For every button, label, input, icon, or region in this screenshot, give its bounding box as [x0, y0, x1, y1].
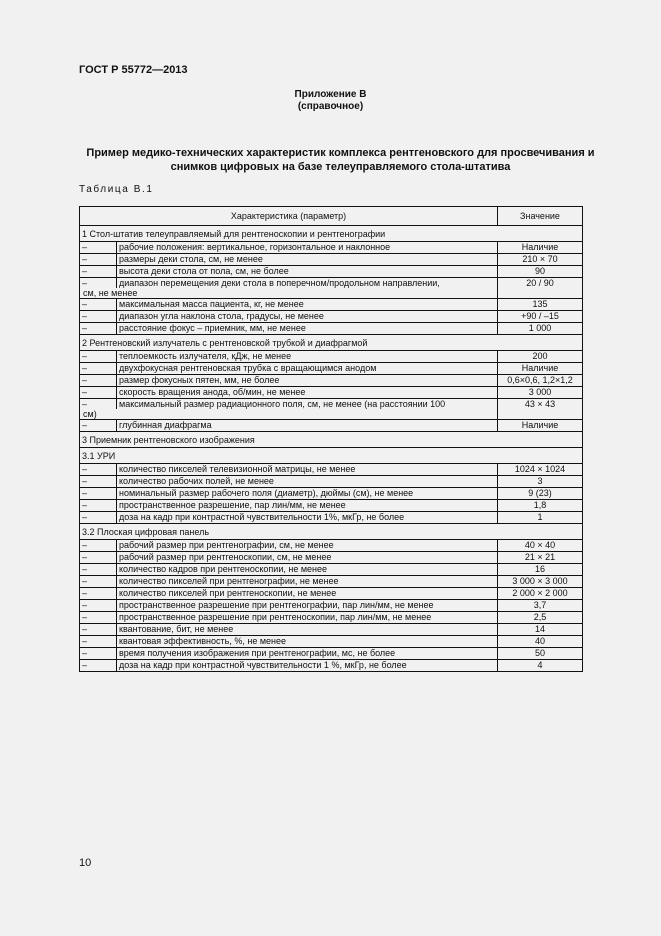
- row-value: 200: [498, 351, 583, 363]
- row-value: Наличие: [498, 242, 583, 254]
- row-param: доза на кадр при контрастной чувствительности 1%, мкГр, не более: [117, 512, 498, 524]
- table-row: [80, 464, 583, 476]
- section-heading: 1 Стол-штатив телеуправляемый для рентгеноскопии и рентгенографии: [80, 226, 583, 242]
- table-row: [80, 552, 583, 564]
- table-row: [80, 488, 583, 500]
- row-value: 135: [498, 299, 583, 311]
- table-row: [80, 540, 583, 552]
- table-body: [80, 226, 583, 672]
- table-row: [80, 387, 583, 399]
- row-dash: –: [80, 600, 117, 612]
- table-header-row: [80, 207, 583, 226]
- document-title: [60, 146, 621, 174]
- row-dash: –: [80, 254, 117, 266]
- row-param: размер фокусных пятен, мм, не более: [117, 375, 498, 387]
- row-param: квантовая эффективность, %, не менее: [117, 636, 498, 648]
- title-line-2: снимков цифровых на базе телеуправляемого стола-штатива: [170, 161, 511, 173]
- row-value: 16: [498, 564, 583, 576]
- row-param: рабочий размер при рентгеноскопии, см, не менее: [117, 552, 498, 564]
- document-id: ГОСТ Р 55772—2013: [79, 64, 188, 76]
- row-dash: –: [80, 488, 117, 500]
- row-param: количество кадров при рентгеноскопии, не менее: [117, 564, 498, 576]
- table-section-row: [80, 335, 583, 351]
- table-row: [80, 254, 583, 266]
- row-param: размеры деки стола, см, не менее: [117, 254, 498, 266]
- row-value: 9 (23): [498, 488, 583, 500]
- row-dash: –: [80, 636, 117, 648]
- table-row: [80, 323, 583, 335]
- row-value: 4: [498, 660, 583, 672]
- row-dash: –: [80, 624, 117, 636]
- row-value: 0,6×0,6, 1,2×1,2: [498, 375, 583, 387]
- section-heading: 2 Рентгеновский излучатель с рентгеновской трубкой и диафрагмой: [80, 335, 583, 351]
- row-param: глубинная диафрагма: [117, 420, 498, 432]
- table-row: [80, 311, 583, 323]
- header-value: Значение: [498, 207, 583, 226]
- row-value: 1,8: [498, 500, 583, 512]
- row-dash: –: [80, 588, 117, 600]
- row-dash: –: [80, 242, 117, 254]
- table-row: [80, 363, 583, 375]
- row-value: 43 × 43: [498, 399, 583, 420]
- section-heading: 3.2 Плоская цифровая панель: [80, 524, 583, 540]
- table-row: [80, 278, 583, 289]
- row-param-continuation: см, не менее: [80, 288, 498, 299]
- table-row: [80, 588, 583, 600]
- table-row: [80, 500, 583, 512]
- table-row: [80, 624, 583, 636]
- row-dash: –: [80, 512, 117, 524]
- table-section-row: [80, 524, 583, 540]
- row-value: Наличие: [498, 420, 583, 432]
- row-dash: –: [80, 278, 117, 289]
- row-value: 3: [498, 476, 583, 488]
- table-row: [80, 399, 583, 410]
- table-caption: Таблица В.1: [79, 184, 154, 195]
- row-param: рабочий размер при рентгенографии, см, не менее: [117, 540, 498, 552]
- table-row: [80, 648, 583, 660]
- section-heading: 3.1 УРИ: [80, 448, 583, 464]
- row-dash: –: [80, 464, 117, 476]
- row-dash: –: [80, 387, 117, 399]
- table-row: [80, 564, 583, 576]
- table-row: [80, 242, 583, 254]
- row-value: 2 000 × 2 000: [498, 588, 583, 600]
- header-param: Характеристика (параметр): [80, 207, 498, 226]
- row-param: доза на кадр при контрастной чувствительности 1 %, мкГр, не более: [117, 660, 498, 672]
- row-param: пространственное разрешение при рентгенографии, пар лин/мм, не менее: [117, 600, 498, 612]
- row-dash: –: [80, 399, 117, 410]
- row-value: 3 000 × 3 000: [498, 576, 583, 588]
- row-param: пространственное разрешение, пар лин/мм, не менее: [117, 500, 498, 512]
- row-param: количество пикселей при рентгеноскопии, не менее: [117, 588, 498, 600]
- table-row: [80, 351, 583, 363]
- row-value: Наличие: [498, 363, 583, 375]
- table-row: [80, 266, 583, 278]
- row-dash: –: [80, 363, 117, 375]
- row-value: 1: [498, 512, 583, 524]
- row-dash: –: [80, 540, 117, 552]
- row-dash: –: [80, 299, 117, 311]
- row-value: 3 000: [498, 387, 583, 399]
- row-value: 40 × 40: [498, 540, 583, 552]
- row-param: двухфокусная рентгеновская трубка с вращающимся анодом: [117, 363, 498, 375]
- table-row: [80, 476, 583, 488]
- row-dash: –: [80, 552, 117, 564]
- appendix-title: Приложение В: [294, 89, 367, 100]
- row-value: 2,5: [498, 612, 583, 624]
- row-value: +90 / –15: [498, 311, 583, 323]
- row-param: количество пикселей телевизионной матрицы, не менее: [117, 464, 498, 476]
- row-value: 3,7: [498, 600, 583, 612]
- table-section-row: [80, 448, 583, 464]
- table-row: [80, 512, 583, 524]
- row-param: время получения изображения при рентгенографии, мс, не более: [117, 648, 498, 660]
- row-dash: –: [80, 476, 117, 488]
- row-param: пространственное разрешение при рентгеноскопии, пар лин/мм, не менее: [117, 612, 498, 624]
- row-param: номинальный размер рабочего поля (диаметр), дюймы (см), не менее: [117, 488, 498, 500]
- row-param: диапазон угла наклона стола, градусы, не менее: [117, 311, 498, 323]
- table-row: [80, 375, 583, 387]
- row-value: 50: [498, 648, 583, 660]
- row-dash: –: [80, 311, 117, 323]
- row-value: 90: [498, 266, 583, 278]
- table-row: [80, 299, 583, 311]
- row-param: максимальная масса пациента, кг, не менее: [117, 299, 498, 311]
- table-row: [80, 420, 583, 432]
- table-row: [80, 576, 583, 588]
- row-value: 20 / 90: [498, 278, 583, 299]
- row-param: скорость вращения анода, об/мин, не менее: [117, 387, 498, 399]
- row-dash: –: [80, 648, 117, 660]
- row-dash: –: [80, 564, 117, 576]
- row-param: высота деки стола от пола, см, не более: [117, 266, 498, 278]
- title-line-1: Пример медико-технических характеристик комплекса рентгеновского для просвечивания и: [86, 147, 595, 159]
- row-value: 1 000: [498, 323, 583, 335]
- row-value: 210 × 70: [498, 254, 583, 266]
- row-dash: –: [80, 266, 117, 278]
- table-row: [80, 612, 583, 624]
- row-dash: –: [80, 576, 117, 588]
- row-value: 1024 × 1024: [498, 464, 583, 476]
- row-param: диапазон перемещения деки стола в поперечном/продольном направлении,: [117, 278, 498, 289]
- table-row: [80, 660, 583, 672]
- row-param: количество пикселей при рентгенографии, не менее: [117, 576, 498, 588]
- row-dash: –: [80, 375, 117, 387]
- row-param: расстояние фокус – приемник, мм, не менее: [117, 323, 498, 335]
- row-dash: –: [80, 660, 117, 672]
- row-dash: –: [80, 500, 117, 512]
- row-dash: –: [80, 612, 117, 624]
- table-row: [80, 600, 583, 612]
- row-param-continuation: см): [80, 409, 498, 420]
- appendix-subtitle: (справочное): [297, 101, 364, 112]
- page-number: 10: [79, 857, 92, 869]
- row-param: квантование, бит, не менее: [117, 624, 498, 636]
- table-row: [80, 636, 583, 648]
- row-param: теплоемкость излучателя, кДж, не менее: [117, 351, 498, 363]
- row-dash: –: [80, 323, 117, 335]
- spec-table: [79, 206, 583, 672]
- row-value: 21 × 21: [498, 552, 583, 564]
- table-section-row: [80, 432, 583, 448]
- table-section-row: [80, 226, 583, 242]
- section-heading: 3 Приемник рентгеновского изображения: [80, 432, 583, 448]
- row-value: 14: [498, 624, 583, 636]
- row-dash: –: [80, 420, 117, 432]
- row-value: 40: [498, 636, 583, 648]
- row-param: максимальный размер радиационного поля, см, не менее (на расстоянии 100: [117, 399, 498, 410]
- row-param: количество рабочих полей, не менее: [117, 476, 498, 488]
- row-param: рабочие положения: вертикальное, горизонтальное и наклонное: [117, 242, 498, 254]
- row-dash: –: [80, 351, 117, 363]
